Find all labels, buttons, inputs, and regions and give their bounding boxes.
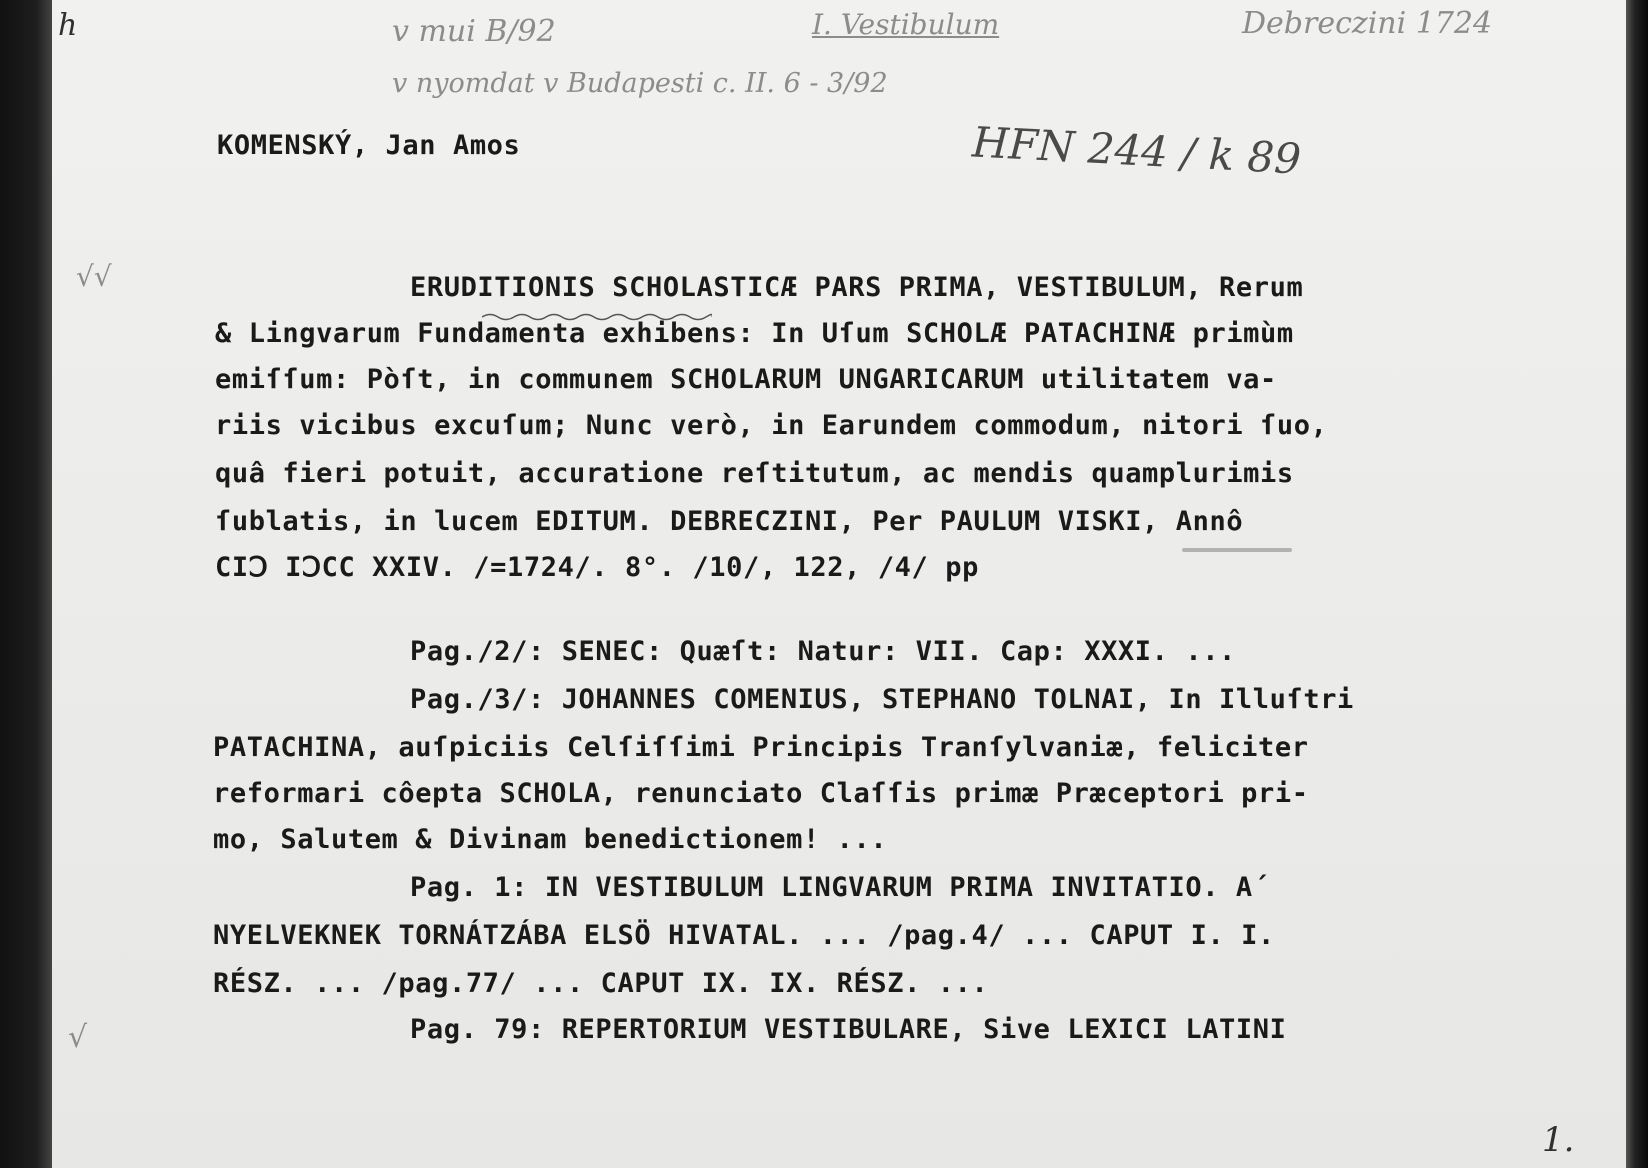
note-line: Pag. 1: IN VESTIBULUM LINGVARUM PRIMA INVITATIO. A´ [410,872,1270,903]
title-line: quâ fieri potuit, accuratione reſtitutum, ac mendis quamplurimis [215,458,1294,489]
margin-check-mark: √√ [76,260,112,293]
title-line: ſublatis, in lucem EDITUM. DEBRECZINI, Per PAULUM VISKI, Annô [215,506,1244,537]
note-line: PATACHINA, auſpiciis Celſiſſimi Principis Tranſylvaniæ, feliciter [213,732,1309,763]
note-line: Pag./3/: JOHANNES COMENIUS, STEPHANO TOLNAI, In Illuſtri [410,684,1354,715]
imprint-line: CIↃ IↃCC XXIV. /=1724/. 8°. /10/, 122, /4/ pp [215,552,979,583]
title-line: ERUDITIONIS SCHOLASTICÆ PARS PRIMA, VESTIBULUM, Rerum [410,272,1304,303]
page-number: 1. [1542,1120,1575,1160]
title-line: & Lingvarum Fundamenta exhibens: In Uſum SCHOLÆ PATACHINÆ primùm [215,318,1294,349]
annotation-place-date: Debreczini 1724 [1242,6,1493,41]
note-line: NYELVEKNEK TORNÁTZÁBA ELSÖ HIVATAL. ... /pag.4/ ... CAPUT I. I. [213,920,1275,951]
corner-mark: h [58,8,78,43]
shelfmark-note: HFN 244 / k 89 [970,117,1303,184]
film-frame-right [1626,0,1648,1168]
annotation-location: v nyomdat v Budapesti c. II. 6 - 3/92 [392,68,888,99]
annotation-holdings: v mui B/92 [392,14,556,49]
annotation-vestibulum: I. Vestibulum [812,8,1000,41]
film-frame-left [0,0,52,1168]
note-line: RÉSZ. ... /pag.77/ ... CAPUT IX. IX. RÉSZ. ... [213,968,989,999]
note-line: Pag./2/: SENEC: Quæſt: Natur: VII. Cap: XXXI. ... [410,636,1236,667]
note-line: Pag. 79: REPERTORIUM VESTIBULARE, Sive LEXICI LATINI [410,1014,1287,1045]
note-line: reformari côepta SCHOLA, renunciato Claſſis primæ Præceptori pri- [213,778,1309,809]
note-line: mo, Salutem & Divinam benedictionem! ... [213,824,888,855]
margin-tick-mark: √ [68,1020,88,1055]
printer-underline [1182,548,1292,552]
catalog-card [52,0,1626,1168]
author-heading: KOMENSKÝ, Jan Amos [217,130,521,161]
title-line: emiſſum: Pòſt, in communem SCHOLARUM UNGARICARUM utilitatem va- [215,364,1277,395]
title-line: riis vicibus excuſum; Nunc verò, in Earundem commodum, nitori ſuo, [215,410,1328,441]
